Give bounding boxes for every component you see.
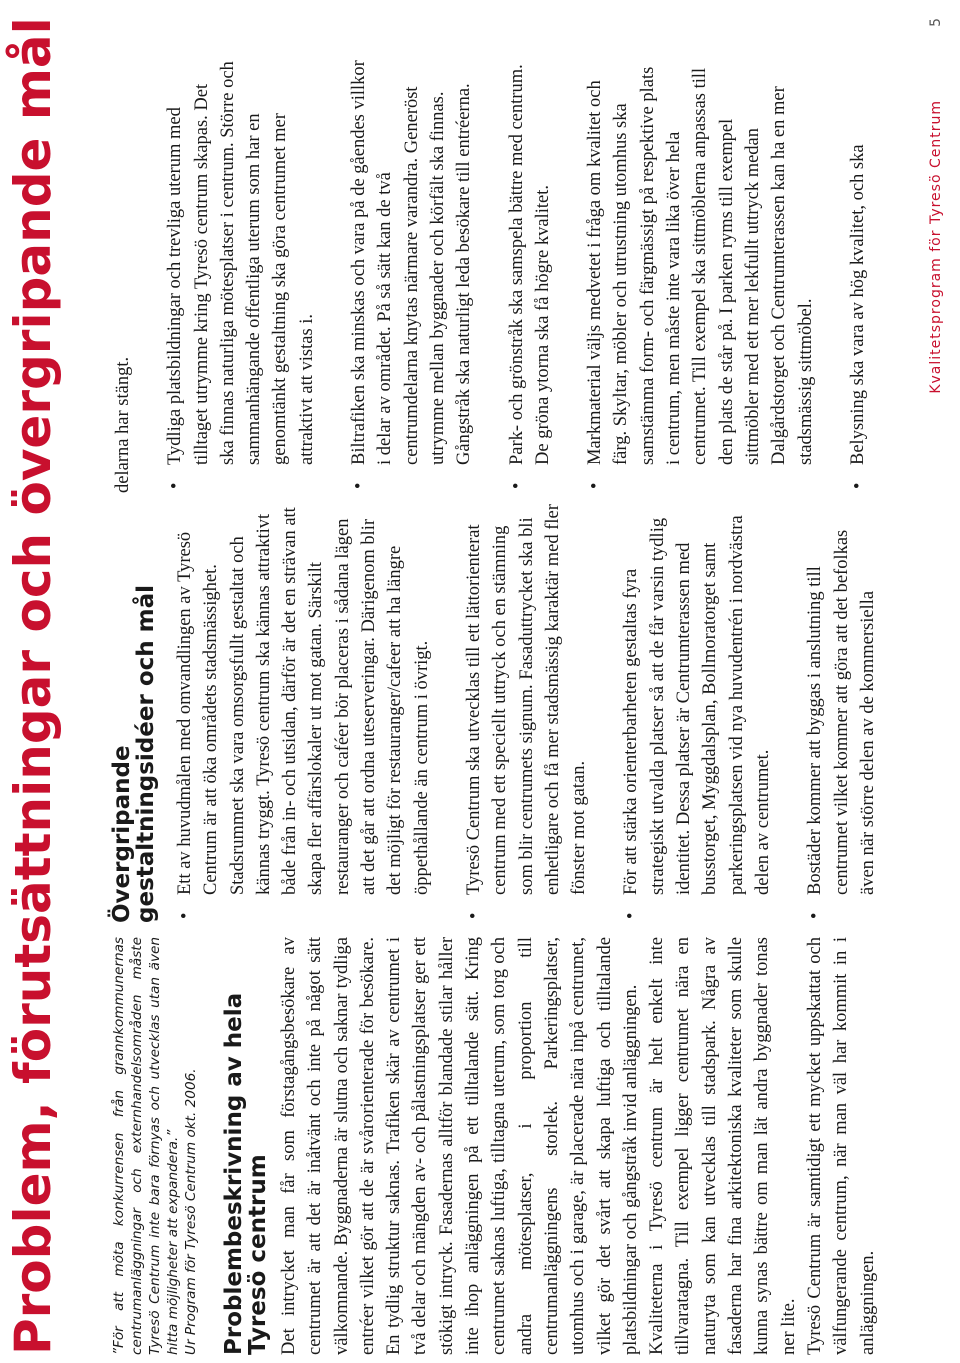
intro-quote: ”För att möta konkurrensen från grannkommunernas centrumanläggningar och externhandelsområden måste Tyresö Centrum inte bara förnyas och utvecklas utan även hitta möjligheter att expandera.” (111, 937, 181, 1355)
col3-bullet: • Belysning ska vara av hög kvalitet, och ska (845, 58, 871, 493)
column-2 (110, 503, 907, 923)
col3-bullet: • Tydliga platsbildningar och trevliga uterum med tilltaget utrymme kring Tyresö centrum skapas. Det ska finnas naturliga mötesplatser i centrum. Större och sammanhängande offentliga uterum som har en genomtänkt gestaltning ska göra centrumet mer attraktivt att vistas i. (162, 58, 320, 493)
goals-bullet: • För att stärka orienterbarheten gestaltas fyra strategiskt utvalda platser så att de får varsin tydlig identitet. Dessa platser är Centrumterassen med busstorget, Myggdalsplan, Bollmoratorget samt parkeringsplatsen vid nya huvudentrén i nordvästra delen av centrumet. (618, 503, 776, 923)
column-1 (110, 937, 881, 1355)
col3-list (162, 58, 871, 493)
goals-bullet: • Bostäder kommer att byggas i anslutning till centrumet vilket kommer att göra att det befolkas även när större delen av de kommersiella (802, 503, 881, 923)
goals-heading-line2: gestaltningsidéer och mål (133, 584, 159, 923)
goals-bullet: • Tyresö Centrum ska utvecklas till ett lättorienterat centrum med ett speciellt uttryck och en stämning som blir centrumets signum. Fasaduttrycket ska bli enhetligare och få mer stadsmässig karaktär med fler fönster mot gatan. (461, 503, 592, 923)
page-title: Problem, förutsättningar och övergripande mål (4, 17, 62, 1355)
col3-bullet: • Biltrafiken ska minskas och vara på de gåendes villkor i delar av området. På så sätt kan de två centrumdelarna knytas närmare varandra. Generöst utrymme mellan byggnader och körfält ska finnas. Gångstråk ska naturligt leda besökare till entréerna. (346, 58, 477, 493)
problem-paragraph-2: Kvaliteterna i Tyresö centrum är helt enkelt inte tillvaratagna. Till exempel ligger centrumet nära en naturyta som kan utvecklas till stadspark. Några av fasaderna har fina arkitektoniska kvaliteter som skulle kunna synas bättre om man lät andra byggnader tonas ner lite. (647, 937, 799, 1355)
problem-heading-line1: Problembeskrivning av hela (221, 992, 247, 1355)
goals-heading (110, 503, 158, 923)
problem-heading (222, 937, 270, 1355)
goals-heading-line1: Övergripande (109, 745, 135, 923)
problem-paragraph-3: Tyresö Centrum är samtidigt ett mycket uppskattat och välfungerande centrum, när man väl har kommit in i anläggningen. (804, 937, 878, 1355)
col3-bullet: • Markmaterial väljs medvetet i fråga om kvalitet och färg. Skyltar, möbler och utrustning utomhus ska samstämma form- och färgmässigt på respektive plats i centrum, men måste inte vara lika över hela centrumet. Till exempel ska sittmöblerna anpassas till den plats de står på. I parken ryms till exempel sittmöbler med ett mer lekfullt uttryck medan Dalgårdstorget och Centrumterassen kan ha en mer stadsmässig sittmöbel. (582, 58, 819, 493)
goals-list (172, 503, 881, 923)
continuation-text: delarna har stängt. (113, 356, 133, 493)
problem-paragraph-1: Det intrycket man får som förstagångsbesökare av centrumet är att det är inåtvänt och inte på något sätt välkomnande. Byggnaderna är slutna och saknar tydliga entréer vilket gör att de är svårorienterade för besökare. En tydlig struktur saknas. Trafiken skär av centrumet i två delar och mängden av- och pålastningsplatser ger ett stökigt intryck. Fasadernas alltför blandade stilar håller inte ihop anläggningen på ett tilltalande sätt. Kring centrumet saknas luftiga, tilltagna uterum, som torg och andra mötesplatser, i proportion till centrumanläggningens storlek. Parkeringsplatser, utomhus och i garage, är placerade nära inpå centrumet, vilket gör det svårt att skapa luftiga och tilltalande platsbildningar och gångstråk invid anläggningen. (279, 937, 641, 1355)
page-number: 5 (928, 18, 944, 27)
column-3 (110, 58, 897, 493)
quote-source: Ur Program för Tyresö Centrum okt. 2006. (183, 1068, 199, 1355)
problem-heading-line2: Tyresö centrum (245, 1154, 271, 1355)
footer-text: Kvalitetsprogram för Tyresö Centrum (928, 100, 944, 394)
col3-bullet: • Park- och grönstråk ska samspela bättre med centrum. De gröna ytorna ska få högre kvalitet. (504, 58, 557, 493)
goals-bullet: • Ett av huvudmålen med omvandlingen av Tyresö Centrum är att öka områdets stadsmässighet. Stadsrummet ska vara omsorgsfullt gestaltat och kännas tryggt. Tyresö centrum ska kännas attraktivt både från in- och utsidan, därför är det en strävan att skapa fler affärslokaler ut mot gatan. Särskilt restauranger och caféer bör placeras i sådana lägen att det går att ordna uteserveringar. Därigenom blir det möjligt för restauranger/cafeer att ha längre öppethållande än centrum i övrigt. (172, 503, 435, 923)
